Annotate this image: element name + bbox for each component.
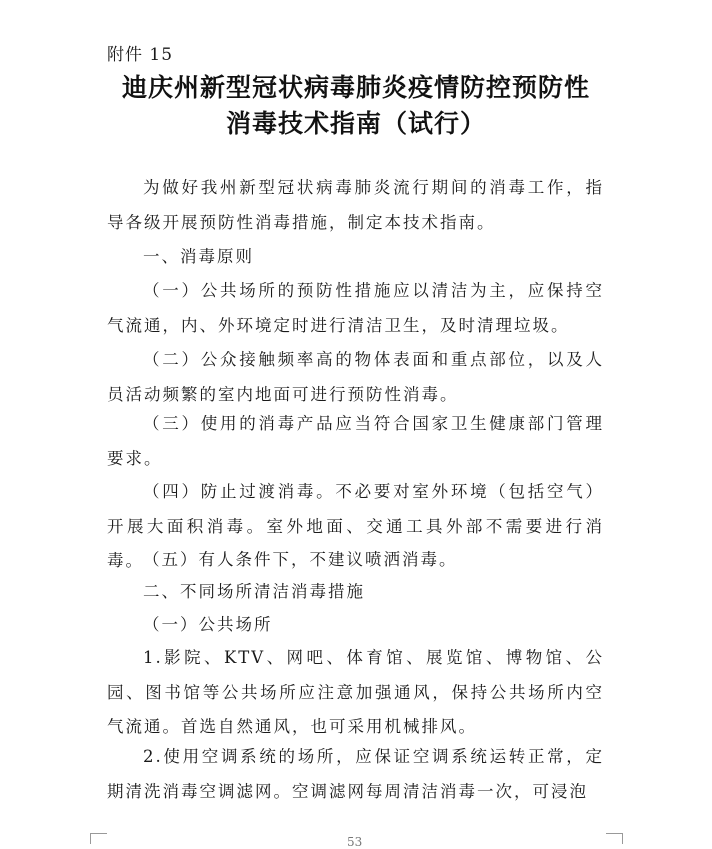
intro-paragraph: 为做好我州新型冠状病毒肺炎流行期间的消毒工作，指导各级开展预防性消毒措施，制定本技术指南。 xyxy=(107,178,604,232)
principle-item-5: （五）有人条件下，不建议喷洒消毒。 xyxy=(143,550,458,569)
crop-mark-right xyxy=(606,833,623,844)
subsection-public-places: （一）公共场所 xyxy=(143,615,273,634)
crop-mark-left xyxy=(90,833,107,844)
measure-item-1: 1.影院、KTV、网吧、体育馆、展览馆、博物馆、公园、图书馆等公共场所应注意加强通风，保持公共场所内空气流通。首选自然通风，也可采用机械排风。 xyxy=(107,648,604,736)
measure-item-2: 2.使用空调系统的场所，应保证空调系统运转正常，定期清洗消毒空调滤网。空调滤网每周清洁消毒一次，可浸泡 xyxy=(107,747,604,801)
attachment-label: 附件 15 xyxy=(107,45,174,65)
principle-item-1: （一）公共场所的预防性措施应以清洁为主，应保持空气流通，内、外环境定时进行清洁卫生，及时清理垃圾。 xyxy=(107,281,604,335)
document-title-line-2: 消毒技术指南（试行） xyxy=(225,109,486,138)
principle-item-4: （四）防止过渡消毒。不必要对室外环境（包括空气）开展大面积消毒。室外地面、交通工具外部不需要进行消毒。 xyxy=(107,482,604,570)
section-heading-principles: 一、消毒原则 xyxy=(143,247,254,266)
page-number: 53 xyxy=(347,835,363,849)
document-title-line-1: 迪庆州新型冠状病毒肺炎疫情防控预防性 xyxy=(121,73,590,102)
principle-item-2: （二）公众接触频率高的物体表面和重点部位，以及人员活动频繁的室内地面可进行预防性消毒。 xyxy=(107,350,604,404)
principle-item-3: （三）使用的消毒产品应当符合国家卫生健康部门管理要求。 xyxy=(107,414,604,468)
section-heading-measures: 二、不同场所清洁消毒措施 xyxy=(143,582,365,601)
